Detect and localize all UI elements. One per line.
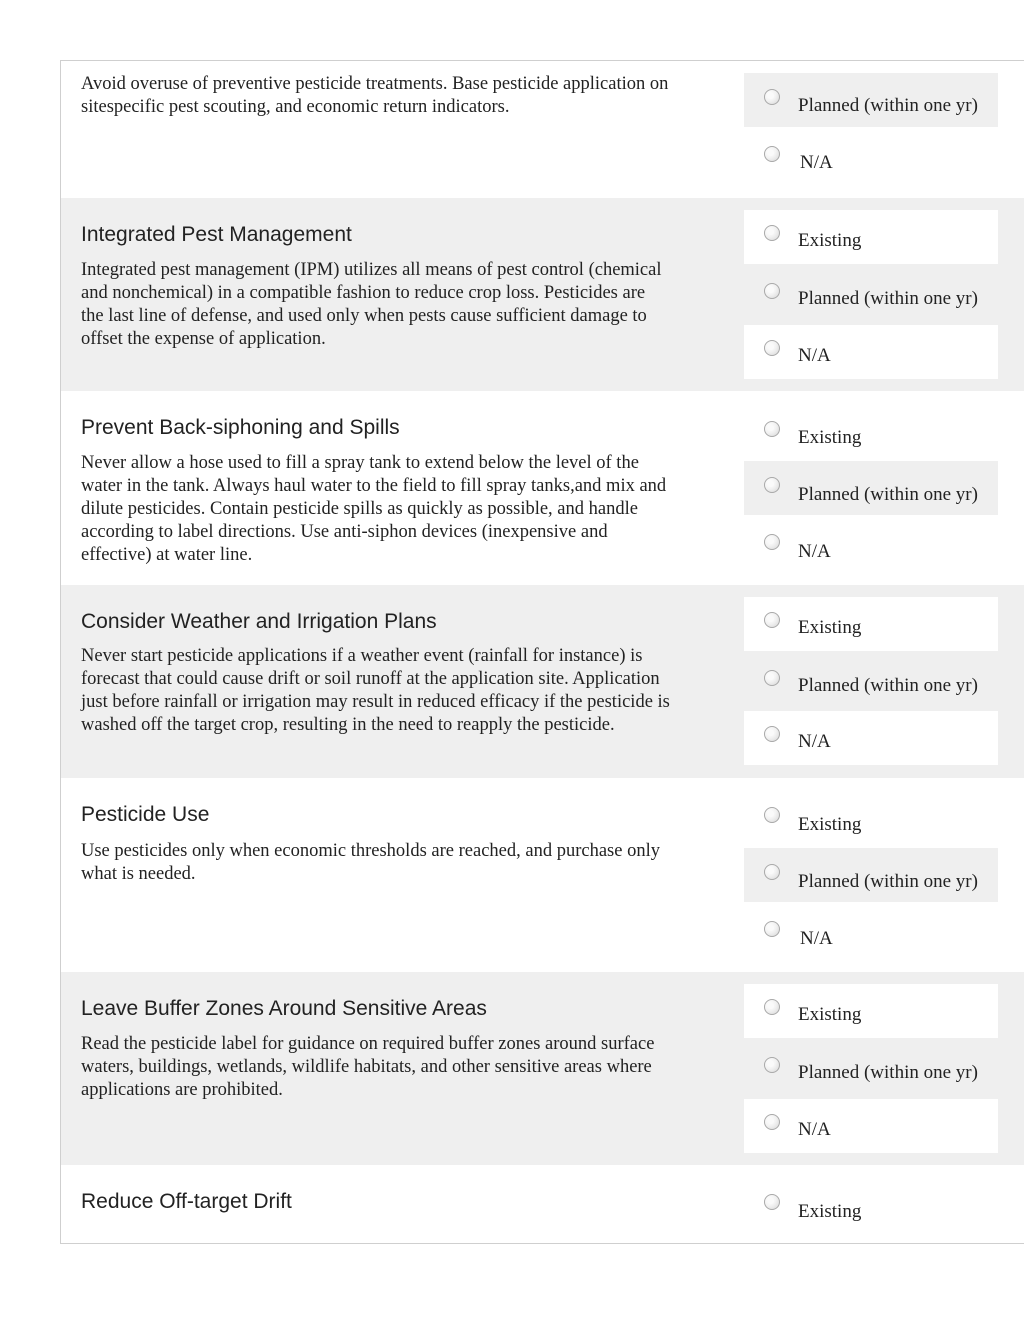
option-label: Existing <box>798 814 862 835</box>
option-label: N/A <box>798 345 831 366</box>
description-line: applications are prohibited. <box>81 1080 283 1100</box>
radio-button-icon[interactable] <box>764 999 780 1015</box>
option-label: Planned (within one yr) <box>798 288 978 309</box>
description-line: effective) at water line. <box>81 545 253 565</box>
description-line: Use pesticides only when economic thresholds are reached, and purchase only <box>81 841 660 861</box>
radio-button-icon[interactable] <box>764 612 780 628</box>
option-label: Planned (within one yr) <box>798 95 978 116</box>
option-label: Planned (within one yr) <box>798 675 978 696</box>
option-planned[interactable] <box>744 73 998 127</box>
radio-button-icon[interactable] <box>764 921 780 937</box>
option-na[interactable] <box>744 905 998 959</box>
option-label: Existing <box>798 617 862 638</box>
description-line: according to label directions. Use anti-siphon devices (inexpensive and <box>81 522 608 542</box>
option-label: Existing <box>798 230 862 251</box>
option-na[interactable] <box>744 325 998 379</box>
option-na[interactable] <box>744 1099 998 1153</box>
practice-title: Integrated Pest Management <box>81 223 352 246</box>
practice-checklist <box>60 60 1024 1244</box>
option-na[interactable] <box>744 711 998 765</box>
practice-description <box>81 259 721 351</box>
description-line: and nonchemical) in a compatible fashion to reduce crop loss. Pesticides are <box>81 283 646 303</box>
option-label: Planned (within one yr) <box>798 1062 978 1083</box>
practice-row-back-siphoning <box>61 391 1024 585</box>
option-existing[interactable] <box>744 1177 998 1231</box>
description-line: Integrated pest management (IPM) utilizes all means of pest control (chemical <box>81 260 662 280</box>
option-label: N/A <box>798 1119 831 1140</box>
option-label: Planned (within one yr) <box>798 871 978 892</box>
radio-button-icon[interactable] <box>764 864 780 880</box>
option-existing[interactable] <box>744 597 998 651</box>
radio-button-icon[interactable] <box>764 477 780 493</box>
radio-button-icon[interactable] <box>764 807 780 823</box>
option-label: N/A <box>800 152 833 173</box>
description-line: sitespecific pest scouting, and economic return indicators. <box>81 97 510 117</box>
practice-title: Prevent Back-siphoning and Spills <box>81 416 400 439</box>
radio-button-icon[interactable] <box>764 1057 780 1073</box>
option-label: N/A <box>798 541 831 562</box>
option-existing[interactable] <box>744 790 998 844</box>
practice-description <box>81 452 721 567</box>
option-label: Existing <box>798 1004 862 1025</box>
practice-description <box>81 645 721 737</box>
practice-row-weather <box>61 585 1024 778</box>
description-line: offset the expense of application. <box>81 329 326 349</box>
option-existing[interactable] <box>744 984 998 1038</box>
radio-button-icon[interactable] <box>764 534 780 550</box>
option-existing[interactable] <box>744 210 998 264</box>
description-line: the last line of defense, and used only when pests cause sufficient damage to <box>81 306 647 326</box>
option-na[interactable] <box>744 518 998 572</box>
radio-button-icon[interactable] <box>764 1194 780 1210</box>
practice-title: Consider Weather and Irrigation Plans <box>81 610 437 633</box>
description-line: Avoid overuse of preventive pesticide treatments. Base pesticide application on <box>81 74 669 94</box>
practice-row-off-target-drift <box>61 1165 1024 1244</box>
practice-title: Leave Buffer Zones Around Sensitive Areas <box>81 997 487 1020</box>
description-line: water in the tank. Always haul water to the field to fill spray tanks,and mix and <box>81 476 667 496</box>
radio-button-icon[interactable] <box>764 1114 780 1130</box>
radio-button-icon[interactable] <box>764 340 780 356</box>
option-planned[interactable] <box>744 848 998 902</box>
radio-button-icon[interactable] <box>764 225 780 241</box>
description-line: forecast that could cause drift or soil runoff at the application site. Application <box>81 669 660 689</box>
practice-row-overuse <box>61 61 1024 198</box>
description-line: dilute pesticides. Contain pesticide spills as quickly as possible, and handle <box>81 499 638 519</box>
description-line: Never start pesticide applications if a weather event (rainfall for instance) is <box>81 646 643 666</box>
option-planned[interactable] <box>744 1042 998 1096</box>
option-na[interactable] <box>744 130 998 184</box>
practice-row-pesticide-use <box>61 778 1024 972</box>
radio-button-icon[interactable] <box>764 726 780 742</box>
description-line: washed off the target crop, resulting in the need to reapply the pesticide. <box>81 715 615 735</box>
radio-button-icon[interactable] <box>764 89 780 105</box>
option-label: Existing <box>798 1201 862 1222</box>
radio-button-icon[interactable] <box>764 283 780 299</box>
description-line: Never allow a hose used to fill a spray tank to extend below the level of the <box>81 453 639 473</box>
option-planned[interactable] <box>744 461 998 515</box>
option-label: N/A <box>800 928 833 949</box>
option-label: Existing <box>798 427 862 448</box>
practice-title: Pesticide Use <box>81 803 210 826</box>
option-label: Planned (within one yr) <box>798 484 978 505</box>
radio-button-icon[interactable] <box>764 670 780 686</box>
option-planned[interactable] <box>744 655 998 709</box>
option-label: N/A <box>798 731 831 752</box>
practice-description <box>81 1033 721 1102</box>
description-line: what is needed. <box>81 864 196 884</box>
description-line: waters, buildings, wetlands, wildlife habitats, and other sensitive areas where <box>81 1057 652 1077</box>
practice-row-buffer-zones <box>61 972 1024 1165</box>
practice-description <box>81 73 721 119</box>
description-line: just before rainfall or irrigation may result in reduced efficacy if the pesticide is <box>81 692 670 712</box>
practice-description <box>81 840 721 886</box>
option-planned[interactable] <box>744 268 998 322</box>
radio-button-icon[interactable] <box>764 146 780 162</box>
description-line: Read the pesticide label for guidance on required buffer zones around surface <box>81 1034 655 1054</box>
practice-title: Reduce Off-target Drift <box>81 1190 292 1213</box>
practice-row-ipm <box>61 198 1024 391</box>
option-existing[interactable] <box>744 403 998 457</box>
radio-button-icon[interactable] <box>764 421 780 437</box>
